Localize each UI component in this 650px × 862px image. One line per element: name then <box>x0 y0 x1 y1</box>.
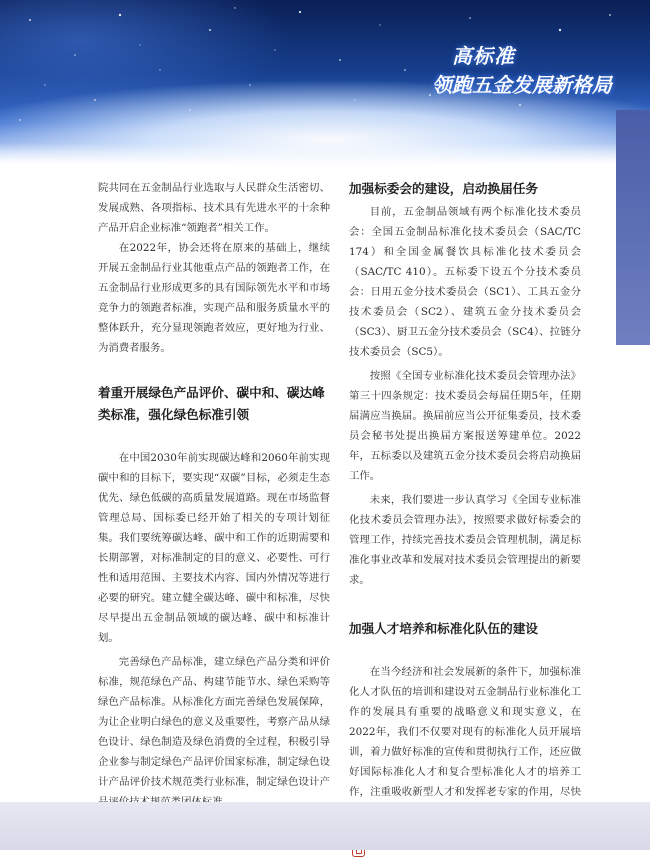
right-section-heading-1: 加强标委会的建设，启动换届任务 <box>349 181 538 196</box>
right-paragraph-3: 未来，我们要进一步认真学习《全国专业标准化技术委员会管理办法》，按照要求做好标委会的管理工作，持续完善技术委员会管理机制，满足标准化事业改革和发展对技术委员会管理提出的新要求。 <box>349 494 581 586</box>
footer-band <box>0 802 650 850</box>
banner-title <box>432 40 612 98</box>
banner-title-line1: 高标准 <box>452 44 515 68</box>
right-paragraph-2: 按照《全国专业标准化技术委员会管理办法》第三十四条规定：技术委员会每届任期5年，任期届满应当换届。换届前应当公开征集委员，技术委员会秘书处提出换届方案报送筹建单位。2022年，五标委以及建筑五金分技术委员会将启动换届工作。 <box>349 370 581 482</box>
left-paragraph-4: 完善绿色产品标准，建立绿色产品分类和评价标准，规范绿色产品、构建节能节水、绿色采购等绿色产品标准。从标准化方面完善绿色发展保障，为让企业明白绿色的意义及重要性，考察产品从绿色设计、绿色制造及绿色消费的全过程，积极引导企业参与制定绿色产品评价国家标准，制定绿色设计产品评价技术规范类行业标准，制定绿色设计产 <box>98 656 330 788</box>
left-column <box>98 178 330 812</box>
side-tab-decoration <box>616 110 650 345</box>
left-section-heading: 着重开展绿色产品评价、碳中和、碳达峰类标准，强化绿色标准引领 <box>98 385 325 422</box>
banner-title-line2: 领跑五金发展新格局 <box>432 73 612 97</box>
header-banner <box>0 0 650 165</box>
right-column <box>349 178 581 862</box>
right-paragraph-1: 目前，五金制品领域有两个标准化技术委员会：全国五金制品标准化技术委员会（SAC/TC 174）和全国金属餐饮具标准化技术委员会（SAC/TC 410）。五标委下设五个分技术委员会：日用五金分技术委员会（SC1）、工具五金分技术委员会（SC2）、建筑五金分技术委员会（SC3）、厨卫五金分技术委员会（SC4）、拉链分技术委员会（SC5）。 <box>349 206 581 358</box>
right-paragraph-4-text: 在当今经济和社会发展新的条件下，加强标准化人才队伍的培训和建设对五金制品行业标准化工作的发展具有重要的战略意义和现实意义，在2022年，我们不仅要对现有的标准化人员开展培训，着力做好标准的宣传和贯彻执行工作，还应做好国际标准化人才和复合型标准化人才的培养工作，注重吸收新型人才和发挥老专家的作用，尽快 <box>349 666 581 798</box>
left-paragraph-1: 院共同在五金制品行业选取与人民群众生活密切、发展成熟、各项指标、技术具有先进水平的十余种产品开启企业标准“领跑者”相关工作。 <box>98 182 330 234</box>
right-section-heading-2: 加强人才培养和标准化队伍的建设 <box>349 621 538 636</box>
left-paragraph-3: 在中国2030年前实现碳达峰和2060年前实现碳中和的目标下，要实现“双碳”目标，必须走生态优先、绿色低碳的高质量发展道路。现在市场监督管理总局、国标委已经开始了相关的专项计划征集。我们要统筹碳达峰、碳中和工作的近期需要和长期部署，对标准制定的目的意义、必要性、可行性和适用范围、主要技术内容、国内外情况等进行必要的研究。建立健全碳达峰、碳中和标准，尽快尽早提出五金制品领域的碳达峰、碳中和标准计划。 <box>98 452 330 644</box>
left-paragraph-2: 在2022年，协会还将在原来的基础上，继续开展五金制品行业其他重点产品的领跑者工作，在五金制品行业形成更多的具有国际领先水平和市场竞争力的领跑者标准，实现产品和服务质量水平的整体跃升，充分显现领跑者效应，更好地为行业、为消费者服务。 <box>98 242 330 354</box>
